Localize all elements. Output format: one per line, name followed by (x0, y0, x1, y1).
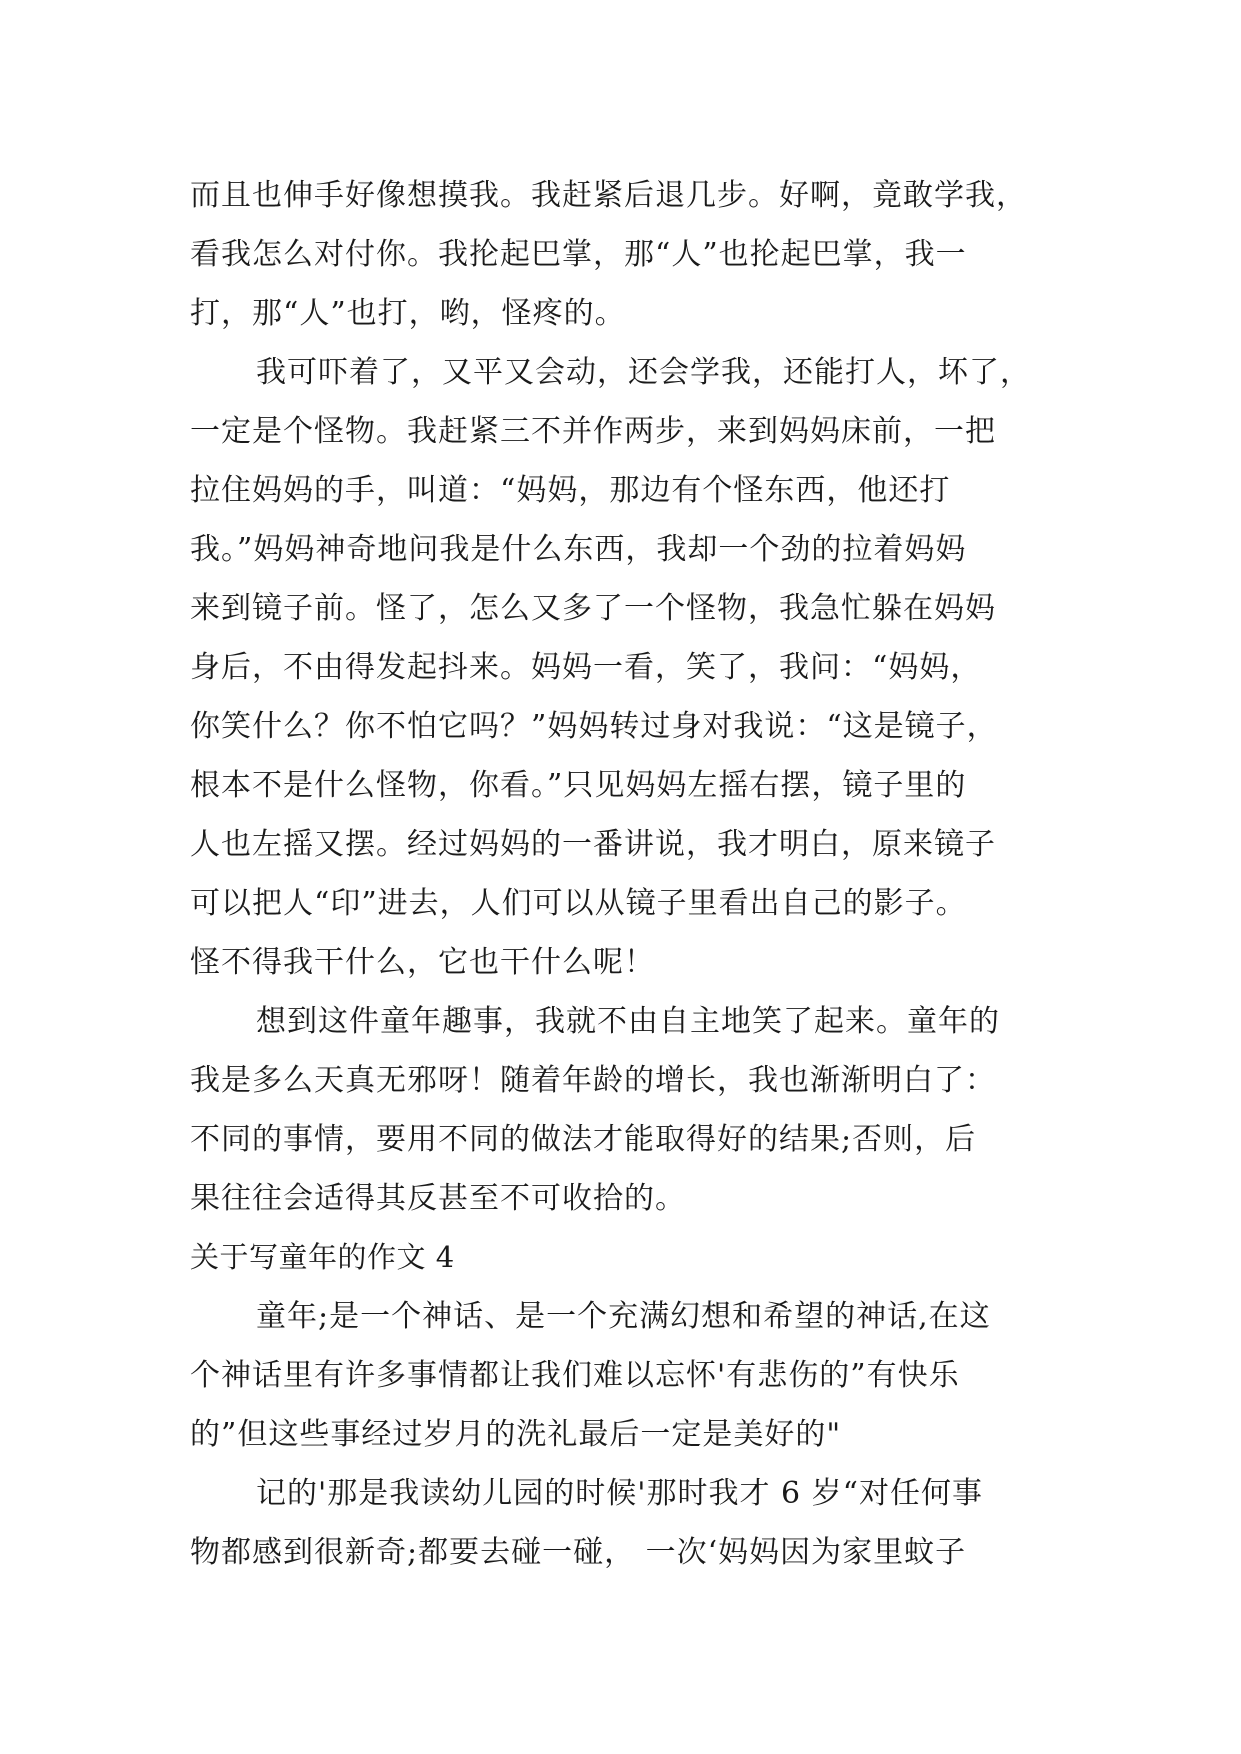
text-line: 可以把人“印”进去，人们可以从镜子里看出自己的影子。 (190, 886, 967, 921)
text-line: 来到镜子前。怪了，怎么又多了一个怪物，我急忙躲在妈妈 (190, 591, 996, 626)
text-line: 人也左摇又摆。经过妈妈的一番讲说，我才明白，原来镜子 (190, 827, 996, 862)
text-line: 童年;是一个神话、是一个充满幻想和希望的神话,在这 (256, 1299, 991, 1334)
text-line: 我。”妈妈神奇地问我是什么东西，我却一个劲的拉着妈妈 (190, 532, 967, 567)
text-line: 我是多么天真无邪呀！随着年龄的增长，我也渐渐明白了： (190, 1063, 996, 1098)
text-line: 打，那“人”也打，哟，怪疼的。 (190, 296, 626, 331)
text-line: 我可吓着了，又平又会动，还会学我，还能打人，坏了， (256, 355, 1031, 390)
text-line: 物都感到很新奇;都要去碰一碰， 一次‘妈妈因为家里蚊子 (190, 1535, 967, 1570)
text-line: 你笑什么？你不怕它吗？”妈妈转过身对我说：“这是镜子， (190, 709, 998, 744)
text-line: 记的'那是我读幼儿园的时候'那时我才 6 岁“对任何事 (256, 1476, 983, 1511)
text-line: 果往往会适得其反甚至不可收拾的。 (190, 1181, 686, 1216)
text-line: 看我怎么对付你。我抡起巴掌，那“人”也抡起巴掌，我一 (190, 237, 967, 272)
text-line: 怪不得我干什么，它也干什么呢！ (190, 945, 655, 980)
text-line: 个神话里有许多事情都让我们难以忘怀'有悲伤的”有快乐 (190, 1358, 960, 1393)
text-line: 不同的事情，要用不同的做法才能取得好的结果;否则，后 (190, 1122, 977, 1157)
text-line: 的”但这些事经过岁月的洗礼最后一定是美好的" (190, 1417, 842, 1452)
text-line: 一定是个怪物。我赶紧三不并作两步，来到妈妈床前，一把 (190, 414, 996, 449)
text-line: 拉住妈妈的手，叫道：“妈妈，那边有个怪东西，他还打 (190, 473, 951, 508)
document-body (190, 166, 1060, 1582)
text-line: 身后，不由得发起抖来。妈妈一看，笑了，我问：“妈妈， (190, 650, 982, 685)
text-line: 想到这件童年趣事，我就不由自主地笑了起来。童年的 (256, 1004, 1000, 1039)
text-line: 根本不是什么怪物，你看。”只见妈妈左摇右摆，镜子里的 (190, 768, 967, 803)
text-line: 而且也伸手好像想摸我。我赶紧后退几步。好啊，竟敢学我， (190, 178, 1027, 213)
section-heading: 关于写童年的作文 4 (190, 1240, 455, 1274)
